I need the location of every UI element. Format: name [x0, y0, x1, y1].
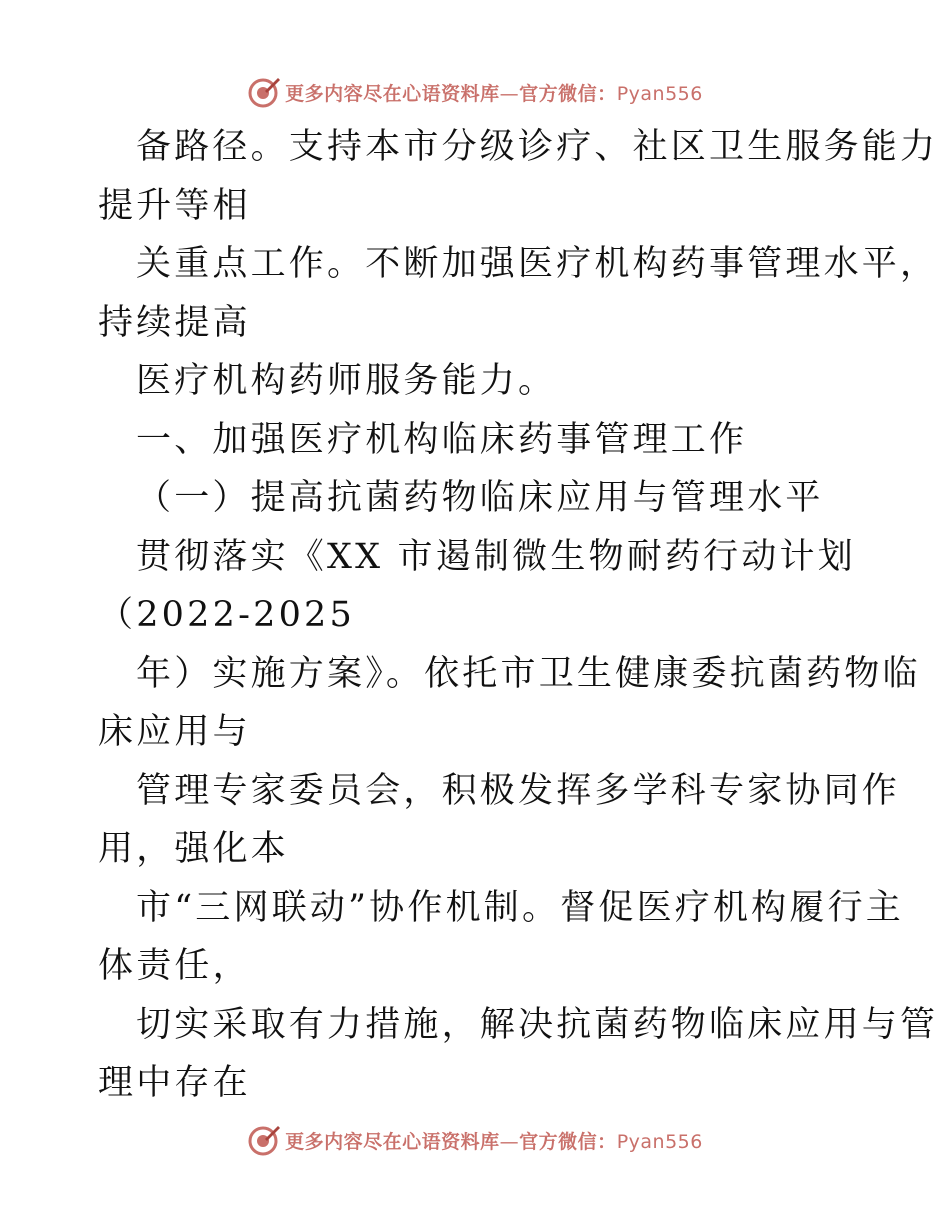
text-line: 医疗机构药师服务能力。 — [136, 361, 557, 401]
watermark-wechat-id: Pyan556 — [616, 82, 703, 105]
brush-logo-icon — [247, 75, 281, 109]
watermark-main: 更多内容尽在心语资料库 — [285, 1130, 500, 1153]
text-line: 理中存在 — [98, 1063, 251, 1103]
text-line: 年）实施方案》。依托市卫生健康委抗菌药物临 — [136, 653, 921, 694]
document-body — [98, 118, 939, 1113]
text-line: 贯彻落实《XX 市遏制微生物耐药行动计划 — [136, 536, 856, 577]
watermark-wechat-label: 官方微信： — [519, 82, 617, 105]
watermark-main: 更多内容尽在心语资料库 — [285, 82, 500, 105]
watermark-wechat-label: 官方微信： — [519, 1130, 617, 1153]
text-line: 切实采取有力措施，解决抗菌药物临床应用与管 — [136, 1004, 939, 1045]
text-line: 备路径。支持本市分级诊疗、社区卫生服务能力 — [136, 127, 939, 167]
text-line: 床应用与 — [98, 712, 251, 752]
footer-watermark — [0, 1120, 950, 1160]
watermark-text — [285, 79, 703, 106]
text-line: 体责任， — [98, 946, 251, 986]
text-line: 管理专家委员会，积极发挥多学科专家协同作 — [136, 770, 901, 811]
watermark-wechat-id: Pyan556 — [616, 1130, 703, 1153]
text-line: （一）提高抗菌药物临床应用与管理水平 — [136, 478, 824, 518]
text-line: 提升等相 — [98, 185, 251, 226]
watermark-text — [285, 1127, 703, 1154]
text-line: （2022-2025 — [98, 595, 355, 635]
text-line: 用，强化本 — [98, 829, 290, 869]
text-line: 市“三网联动”协作机制。督促医疗机构履行主 — [136, 887, 904, 928]
header-watermark — [0, 72, 950, 112]
text-line: 持续提高 — [98, 302, 251, 343]
text-line: 关重点工作。不断加强医疗机构药事管理水平， — [136, 244, 939, 284]
watermark-separator: — — [499, 1130, 520, 1153]
text-line: 一、加强医疗机构临床药事管理工作 — [136, 419, 748, 460]
watermark-separator: — — [499, 82, 520, 105]
brush-logo-icon — [247, 1123, 281, 1157]
